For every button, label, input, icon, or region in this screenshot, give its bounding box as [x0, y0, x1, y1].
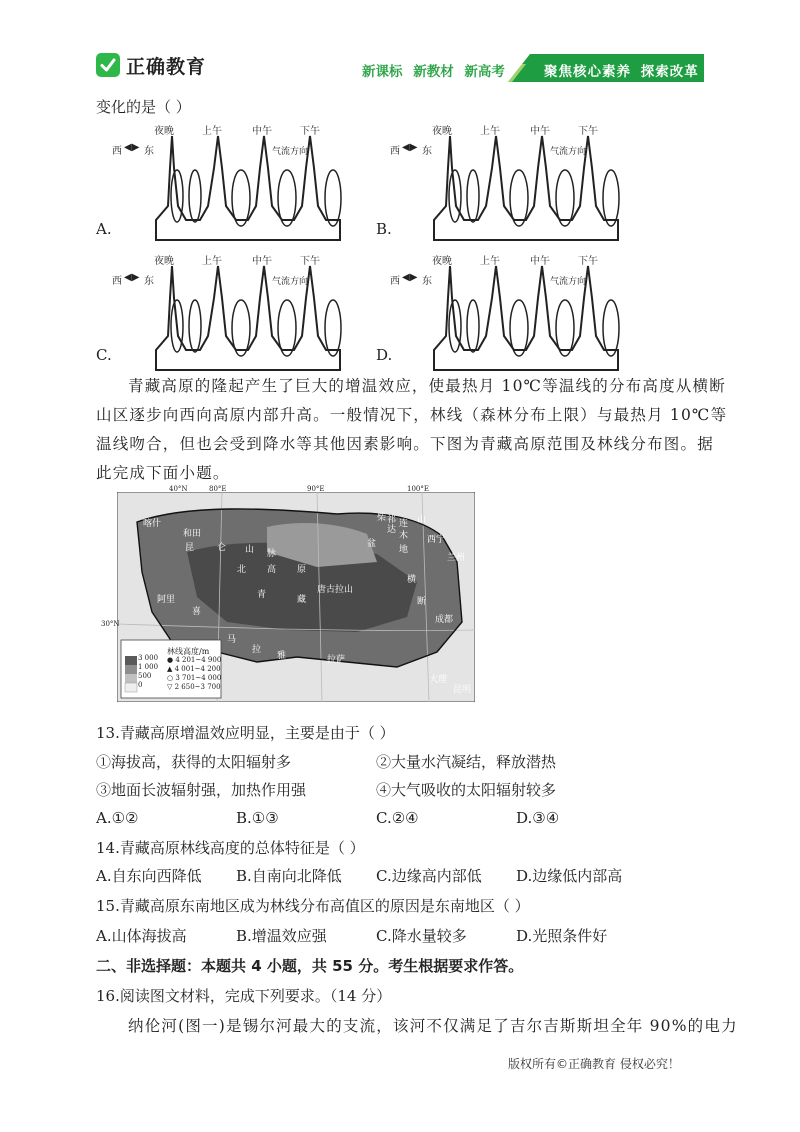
q13-choice-a[interactable]: A.①② — [96, 809, 139, 827]
label-airflow: 气流方向 — [272, 147, 309, 157]
lat-label: 30°N — [101, 620, 120, 628]
double-arrow-icon: ◀▶ — [402, 142, 418, 153]
map-place-label: 山 — [245, 545, 255, 555]
legend-tree: ● 4 201~4 900 — [167, 656, 222, 664]
q14-choice-d[interactable]: D.边缘低内部高 — [516, 867, 623, 885]
q13-item-1: ①海拔高，获得的太阳辐射多 — [96, 753, 292, 771]
map-place-label: 兰州 — [447, 553, 466, 563]
label-night: 夜晚 — [154, 126, 174, 137]
map-place-label: 祁 — [387, 515, 397, 525]
map-place-label: 雅 — [277, 651, 287, 661]
label-morning: 上午 — [202, 126, 222, 137]
q13-choice-c[interactable]: C.②④ — [376, 809, 419, 827]
map-place-label: 唐古拉山 — [317, 585, 354, 595]
label-afternoon: 下午 — [300, 256, 320, 267]
q13-item-2: ②大量水汽凝结，释放潜热 — [376, 753, 557, 771]
label-east: 东 — [144, 276, 154, 287]
check-icon — [96, 53, 120, 77]
q13-item-4: ④大气吸收的太阳辐射较多 — [376, 781, 557, 799]
map-place-label: 断 — [417, 597, 427, 607]
banner-text: 聚焦核心素养 探索改革 — [544, 64, 699, 80]
brand-logo — [96, 50, 206, 80]
map-place-label: 高 — [267, 565, 277, 575]
map-place-label: 原 — [297, 565, 307, 575]
map-place-label: 昆 — [185, 543, 195, 553]
label-noon: 中午 — [252, 126, 272, 137]
map-place-label: 昆明 — [453, 685, 472, 695]
map-place-label: 仑 — [217, 543, 227, 553]
option-b-label: B. — [376, 220, 392, 238]
footer-copyright: 版权所有©正确教育 侵权必究！ — [508, 1057, 680, 1071]
header-banner — [508, 54, 704, 82]
tibet-treeline-map — [101, 485, 475, 702]
label-morning: 上午 — [202, 256, 222, 267]
label-west: 西 — [112, 276, 122, 287]
label-airflow: 气流方向 — [550, 147, 587, 157]
map-place-label: 木 — [399, 531, 409, 541]
label-airflow: 气流方向 — [272, 277, 309, 287]
q15-choice-a[interactable]: A.山体海拔高 — [96, 927, 187, 945]
brand-name: 正确教育 — [126, 55, 207, 78]
label-west: 西 — [390, 146, 400, 157]
map-place-label: 喜 — [192, 607, 202, 617]
map-place-label: 马 — [227, 635, 237, 645]
map-place-label: 北 — [237, 565, 247, 575]
label-morning: 上午 — [480, 126, 500, 137]
lon-label: 90°E — [307, 485, 325, 493]
legend-tree: ▽ 2 650~3 700 — [167, 683, 221, 691]
passage-line-4: 此完成下面小题。 — [96, 464, 230, 482]
map-place-label: 成都 — [435, 615, 454, 625]
legend-elev: 1 000 — [138, 663, 159, 671]
label-afternoon: 下午 — [578, 256, 598, 267]
q16-stem: 16.阅读图文材料，完成下列要求。（14 分） — [96, 987, 392, 1005]
header-slogan: 新课标 新教材 新高考 — [362, 64, 505, 80]
section-heading: 二、非选择题：本题共 4 小题，共 55 分。考生根据要求作答。 — [96, 957, 524, 975]
option-a-label: A. — [96, 220, 112, 238]
q12-stem-tail: 变化的是（ ） — [96, 98, 191, 116]
label-west: 西 — [390, 276, 400, 287]
label-morning: 上午 — [480, 256, 500, 267]
map-place-label: 青 — [257, 590, 267, 600]
label-night: 夜晚 — [432, 126, 452, 137]
label-afternoon: 下午 — [300, 126, 320, 137]
legend-tree: ▲ 4 001~4 200 — [167, 665, 221, 673]
q15-choice-b[interactable]: B.增温效应强 — [236, 927, 327, 945]
q16-text: 纳伦河(图一)是锡尔河最大的支流，该河不仅满足了吉尔吉斯斯坦全年 90%的电力 — [128, 1017, 738, 1035]
label-west: 西 — [112, 146, 122, 157]
map-place-label: 和田 — [183, 529, 202, 539]
option-c-label: C. — [96, 346, 112, 364]
legend-elev: 0 — [138, 681, 143, 689]
label-airflow: 气流方向 — [550, 277, 587, 287]
map-place-label: 阿里 — [157, 595, 176, 605]
lon-label: 100°E — [407, 485, 429, 493]
label-noon: 中午 — [530, 256, 550, 267]
legend-elev: 500 — [138, 672, 152, 680]
q14-choice-b[interactable]: B.自南向北降低 — [236, 867, 342, 885]
passage-line-1: 青藏高原的隆起产生了巨大的增温效应，使最热月 10℃等温线的分布高度从横断 — [128, 377, 726, 395]
q15-choice-c[interactable]: C.降水量较多 — [376, 927, 467, 945]
map-place-label: 大理 — [429, 675, 448, 685]
legend-title: 林线高度/m — [167, 647, 210, 656]
double-arrow-icon: ◀▶ — [124, 272, 140, 283]
legend-tree: ○ 3 701~4 000 — [167, 674, 222, 682]
label-night: 夜晚 — [432, 256, 452, 267]
diagram-option-d — [388, 252, 638, 372]
label-night: 夜晚 — [154, 256, 174, 267]
label-noon: 中午 — [252, 256, 272, 267]
q15-choice-d[interactable]: D.光照条件好 — [516, 927, 608, 945]
map-place-label: 脉 — [267, 549, 277, 559]
label-afternoon: 下午 — [578, 126, 598, 137]
double-arrow-icon: ◀▶ — [124, 142, 140, 153]
diagram-option-b — [388, 122, 638, 242]
map-place-label: 连 — [399, 519, 409, 529]
diagram-option-a — [110, 122, 360, 242]
map-place-label: 达 — [387, 525, 397, 535]
passage-line-2: 山区逐步向西向高原内部升高。一般情况下，林线（森林分布上限）与最热月 10℃等 — [96, 406, 728, 424]
lon-label: 40°N — [169, 485, 188, 493]
q13-choice-b[interactable]: B.①③ — [236, 809, 279, 827]
double-arrow-icon: ◀▶ — [402, 272, 418, 283]
map-place-label: 藏 — [297, 595, 307, 605]
q14-choice-a[interactable]: A.自东向西降低 — [96, 867, 202, 885]
label-east: 东 — [422, 146, 432, 157]
label-east: 东 — [144, 146, 154, 157]
label-east: 东 — [422, 276, 432, 287]
lon-label: 80°E — [209, 485, 227, 493]
diagram-option-c — [110, 252, 360, 372]
map-place-label: 拉萨 — [327, 655, 346, 665]
map-place-label: 柴 — [377, 513, 387, 523]
map-place-label: 西宁 — [427, 535, 446, 545]
label-noon: 中午 — [530, 126, 550, 137]
q14-choice-c[interactable]: C.边缘高内部低 — [376, 867, 482, 885]
map-place-label: 地 — [399, 545, 409, 555]
q13-choice-d[interactable]: D.③④ — [516, 809, 560, 827]
q13-item-3: ③地面长波辐射强，加热作用强 — [96, 781, 307, 799]
map-place-label: 山 — [417, 515, 427, 525]
map-place-label: 拉 — [252, 645, 262, 655]
q15-stem: 15.青藏高原东南地区成为林线分布高值区的原因是东南地区（ ） — [96, 897, 530, 915]
q14-stem: 14.青藏高原林线高度的总体特征是（ ） — [96, 839, 365, 857]
map-place-label: 横 — [407, 575, 417, 585]
passage-line-3: 温线吻合，但也会受到降水等其他因素影响。下图为青藏高原范围及林线分布图。据 — [96, 435, 714, 453]
map-place-label: 盆 — [367, 539, 377, 549]
map-place-label: 喀什 — [143, 519, 162, 529]
q13-stem: 13.青藏高原增温效应明显，主要是由于（ ） — [96, 724, 395, 742]
legend-elev: 3 000 — [138, 654, 159, 662]
option-d-label: D. — [376, 346, 393, 364]
